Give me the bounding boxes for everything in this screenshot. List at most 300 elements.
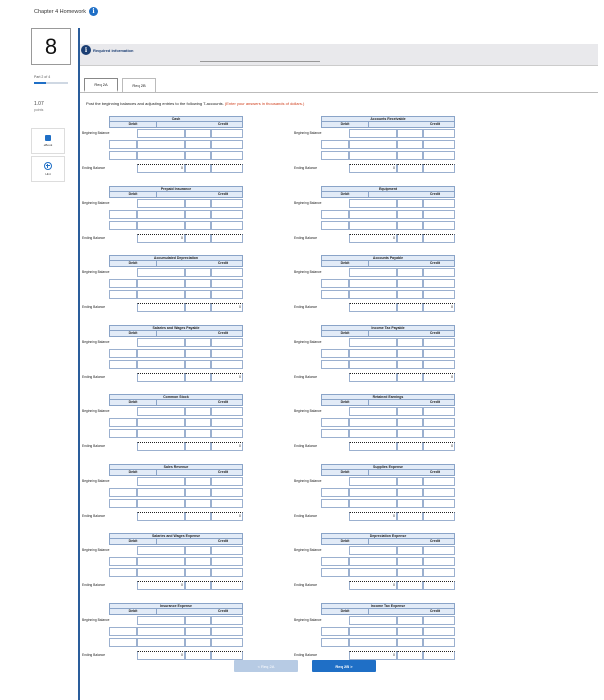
account-input[interactable]: [109, 627, 137, 636]
account-input[interactable]: [397, 151, 423, 160]
amount-input: 0: [211, 303, 243, 312]
account-input[interactable]: [185, 140, 211, 149]
account-input: [185, 234, 211, 243]
account-input[interactable]: [321, 290, 349, 299]
amount-input: 0: [211, 442, 243, 451]
question-number: 8: [31, 28, 71, 65]
account-input[interactable]: [185, 429, 211, 438]
amount-input: [349, 303, 397, 312]
amount-input[interactable]: [211, 407, 243, 416]
account-input[interactable]: [397, 568, 423, 577]
amount-input[interactable]: [211, 546, 243, 555]
account-input[interactable]: [109, 151, 137, 160]
debit-header: Debit: [321, 192, 369, 198]
account-title: Cash: [109, 116, 243, 122]
amount-input[interactable]: [137, 557, 185, 566]
ending-balance-label: Ending Balance: [294, 235, 318, 240]
account-input[interactable]: [109, 499, 137, 508]
account-input[interactable]: [185, 268, 211, 277]
amount-input[interactable]: [211, 360, 243, 369]
account-input[interactable]: [185, 221, 211, 230]
amount-input[interactable]: [423, 129, 455, 138]
amount-input: [211, 651, 243, 660]
amount-input: [423, 234, 455, 243]
account-input[interactable]: [185, 360, 211, 369]
account-input[interactable]: [109, 488, 137, 497]
amount-input[interactable]: [211, 279, 243, 288]
debit-header: Debit: [109, 261, 157, 267]
account-input: [397, 234, 423, 243]
account-input[interactable]: [397, 279, 423, 288]
amount-input: [423, 651, 455, 660]
credit-header: Credit: [369, 261, 455, 267]
amount-input[interactable]: [211, 568, 243, 577]
hint-button[interactable]: [31, 156, 65, 182]
account-input[interactable]: [109, 279, 137, 288]
amount-input[interactable]: [137, 568, 185, 577]
amount-input[interactable]: [423, 557, 455, 566]
account-input[interactable]: [109, 210, 137, 219]
amount-input[interactable]: [349, 627, 397, 636]
amount-input[interactable]: [211, 268, 243, 277]
amount-input[interactable]: [211, 499, 243, 508]
amount-input[interactable]: [423, 140, 455, 149]
account-title: Accounts Payable: [321, 255, 455, 261]
account-input[interactable]: [397, 627, 423, 636]
amount-input[interactable]: [423, 221, 455, 230]
debit-header: Debit: [109, 331, 157, 337]
amount-input[interactable]: [423, 418, 455, 427]
account-input[interactable]: [321, 151, 349, 160]
account-input[interactable]: [185, 557, 211, 566]
amount-input[interactable]: [423, 546, 455, 555]
account-input[interactable]: [109, 429, 137, 438]
amount-input[interactable]: [211, 429, 243, 438]
amount-input[interactable]: [349, 279, 397, 288]
t-account: [81, 533, 243, 599]
amount-input: 0: [349, 164, 397, 173]
amount-input[interactable]: [211, 140, 243, 149]
required-info-icon: i: [81, 45, 91, 55]
account-input[interactable]: [397, 477, 423, 486]
amount-input[interactable]: [423, 268, 455, 277]
credit-header: Credit: [157, 122, 243, 128]
ebook-button[interactable]: [31, 128, 65, 154]
amount-input[interactable]: [349, 499, 397, 508]
ending-balance-label: Ending Balance: [82, 652, 106, 657]
account-input[interactable]: [185, 279, 211, 288]
account-input[interactable]: [397, 360, 423, 369]
instructions: [86, 101, 304, 106]
beginning-balance-label: Beginning Balance: [294, 409, 322, 413]
amount-input[interactable]: [349, 349, 397, 358]
account-input: [397, 581, 423, 590]
amount-input[interactable]: [349, 268, 397, 277]
debit-header: Debit: [321, 400, 369, 406]
beginning-balance-label: Beginning Balance: [294, 617, 322, 622]
amount-input[interactable]: [137, 638, 185, 647]
amount-input[interactable]: [349, 151, 397, 160]
debit-header: Debit: [321, 470, 369, 476]
debit-header: Debit: [109, 539, 157, 545]
t-account: [81, 464, 243, 530]
amount-input: [211, 234, 243, 243]
hint-label: Hint: [45, 172, 51, 176]
debit-header: Debit: [321, 261, 369, 267]
account-input[interactable]: [397, 429, 423, 438]
amount-input[interactable]: [423, 488, 455, 497]
next-req-button[interactable]: Req 2B >: [312, 660, 376, 672]
amount-input[interactable]: [137, 429, 185, 438]
credit-header: Credit: [369, 609, 455, 615]
points-value: 1.07: [34, 101, 44, 107]
account-input[interactable]: [185, 210, 211, 219]
credit-header: Credit: [157, 470, 243, 476]
amount-input[interactable]: [423, 360, 455, 369]
account-input: [185, 442, 211, 451]
account-input[interactable]: [109, 349, 137, 358]
credit-header: Credit: [157, 331, 243, 337]
amount-input[interactable]: [423, 477, 455, 486]
amount-input[interactable]: [137, 268, 185, 277]
account-input[interactable]: [397, 638, 423, 647]
amount-input[interactable]: [423, 279, 455, 288]
amount-input: 0: [349, 581, 397, 590]
amount-input[interactable]: [423, 407, 455, 416]
amount-input[interactable]: [349, 557, 397, 566]
account-input[interactable]: [321, 429, 349, 438]
amount-input[interactable]: [349, 360, 397, 369]
tab-req-2a[interactable]: Req 2A: [84, 78, 118, 92]
amount-input[interactable]: [211, 221, 243, 230]
amount-input: 0: [423, 373, 455, 382]
account-input[interactable]: [397, 268, 423, 277]
account-input[interactable]: [397, 199, 423, 208]
ending-balance-label: Ending Balance: [294, 583, 318, 587]
amount-input[interactable]: [137, 279, 185, 288]
amount-input[interactable]: [137, 546, 185, 555]
account-input[interactable]: [109, 221, 137, 230]
amount-input: [137, 373, 185, 382]
hint-icon: [44, 162, 52, 170]
ending-balance-label: Ending Balance: [82, 374, 106, 379]
amount-input[interactable]: [137, 418, 185, 427]
account-title: Salaries and Wages Payable: [109, 325, 243, 331]
amount-input[interactable]: [137, 129, 185, 138]
ending-balance-label: Ending Balance: [82, 235, 106, 240]
account-input[interactable]: [109, 360, 137, 369]
book-icon: [45, 135, 51, 141]
amount-input[interactable]: [423, 638, 455, 647]
account-input: [185, 303, 211, 312]
amount-input[interactable]: [137, 140, 185, 149]
amount-input[interactable]: [423, 568, 455, 577]
credit-header: Credit: [369, 539, 455, 545]
amount-input: 0: [137, 651, 185, 660]
amount-input[interactable]: [211, 418, 243, 427]
instruction-note: (Enter your answers in thousands of dollars.): [224, 101, 305, 106]
account-input: [397, 303, 423, 312]
amount-input: 0: [137, 164, 185, 173]
amount-input: [137, 442, 185, 451]
account-input[interactable]: [185, 638, 211, 647]
amount-input[interactable]: [211, 199, 243, 208]
account-input[interactable]: [185, 616, 211, 625]
amount-input[interactable]: [349, 210, 397, 219]
assignment-title: [34, 7, 98, 16]
ending-balance-label: Ending Balance: [82, 444, 106, 448]
beginning-balance-label: Beginning Balance: [294, 548, 322, 552]
amount-input[interactable]: [211, 349, 243, 358]
credit-header: Credit: [369, 400, 455, 406]
debit-header: Debit: [109, 122, 157, 128]
amount-input[interactable]: [423, 210, 455, 219]
account-input[interactable]: [321, 221, 349, 230]
t-account: [293, 255, 455, 321]
account-title: Common Stock: [109, 394, 243, 400]
amount-input[interactable]: [211, 557, 243, 566]
beginning-balance-label: Beginning Balance: [294, 339, 322, 344]
account-title: Income Tax Payable: [321, 325, 455, 331]
amount-input[interactable]: [423, 349, 455, 358]
account-input[interactable]: [109, 418, 137, 427]
account-input[interactable]: [397, 418, 423, 427]
amount-input[interactable]: [349, 407, 397, 416]
tab-underline: [80, 92, 598, 93]
amount-input[interactable]: [211, 627, 243, 636]
amount-input[interactable]: [137, 616, 185, 625]
amount-input[interactable]: [137, 199, 185, 208]
account-title: Sales Revenue: [109, 464, 243, 470]
beginning-balance-label: Beginning Balance: [294, 270, 322, 274]
amount-input: 0: [423, 442, 455, 451]
amount-input[interactable]: [423, 627, 455, 636]
amount-input[interactable]: [423, 499, 455, 508]
t-account: [293, 116, 455, 182]
amount-input: 0: [349, 234, 397, 243]
amount-input[interactable]: [137, 290, 185, 299]
amount-input[interactable]: [349, 199, 397, 208]
amount-input[interactable]: [349, 429, 397, 438]
amount-input[interactable]: [349, 568, 397, 577]
debit-header: Debit: [321, 609, 369, 615]
account-input[interactable]: [397, 349, 423, 358]
amount-input: [211, 581, 243, 590]
account-input[interactable]: [397, 221, 423, 230]
required-info-rule: [200, 61, 320, 62]
account-input: [185, 512, 211, 521]
amount-input: 0: [349, 512, 397, 521]
ending-balance-label: Ending Balance: [294, 166, 318, 170]
part-progress-bar: [34, 82, 68, 84]
amount-input[interactable]: [137, 499, 185, 508]
info-icon[interactable]: i: [89, 7, 98, 16]
amount-input[interactable]: [211, 488, 243, 497]
account-input[interactable]: [321, 488, 349, 497]
account-input[interactable]: [185, 129, 211, 138]
account-input[interactable]: [397, 557, 423, 566]
required-info-bar: [80, 44, 598, 66]
amount-input[interactable]: [349, 140, 397, 149]
account-input[interactable]: [185, 546, 211, 555]
amount-input[interactable]: [349, 129, 397, 138]
t-account: [293, 464, 455, 530]
t-account: [293, 325, 455, 391]
account-input[interactable]: [185, 568, 211, 577]
amount-input[interactable]: [137, 221, 185, 230]
required-info-label[interactable]: Required information: [93, 48, 134, 53]
amount-input: 0: [349, 651, 397, 660]
amount-input[interactable]: [349, 638, 397, 647]
ending-balance-label: Ending Balance: [294, 305, 318, 309]
account-input[interactable]: [109, 557, 137, 566]
t-account: [293, 394, 455, 460]
account-input[interactable]: [397, 129, 423, 138]
amount-input[interactable]: [349, 338, 397, 347]
amount-input[interactable]: [137, 151, 185, 160]
ebook-label: eBook: [43, 143, 53, 147]
amount-input[interactable]: [137, 338, 185, 347]
account-input: [397, 373, 423, 382]
amount-input[interactable]: [137, 627, 185, 636]
content-divider: [78, 28, 80, 700]
amount-input[interactable]: [349, 221, 397, 230]
amount-input[interactable]: [349, 616, 397, 625]
credit-header: Credit: [157, 192, 243, 198]
account-input[interactable]: [321, 499, 349, 508]
account-input[interactable]: [321, 568, 349, 577]
credit-header: Credit: [157, 609, 243, 615]
amount-input[interactable]: [423, 290, 455, 299]
account-input[interactable]: [321, 418, 349, 427]
amount-input[interactable]: [349, 477, 397, 486]
beginning-balance-label: Beginning Balance: [82, 200, 110, 205]
account-input[interactable]: [321, 210, 349, 219]
account-input[interactable]: [109, 140, 137, 149]
account-input[interactable]: [321, 140, 349, 149]
amount-input[interactable]: [211, 477, 243, 486]
amount-input[interactable]: [211, 210, 243, 219]
account-input[interactable]: [397, 488, 423, 497]
account-input[interactable]: [185, 290, 211, 299]
account-input[interactable]: [321, 638, 349, 647]
amount-input: [423, 512, 455, 521]
amount-input[interactable]: [137, 360, 185, 369]
amount-input[interactable]: [211, 616, 243, 625]
amount-input[interactable]: [423, 429, 455, 438]
tab-req-2b[interactable]: Req 2B: [122, 78, 156, 92]
amount-input[interactable]: [137, 407, 185, 416]
amount-input[interactable]: [137, 488, 185, 497]
t-account: [293, 186, 455, 252]
account-input[interactable]: [397, 616, 423, 625]
beginning-balance-label: Beginning Balance: [294, 478, 322, 483]
account-title: Depreciation Expense: [321, 533, 455, 539]
part-indicator: Part 2 of 4: [34, 75, 51, 79]
account-input[interactable]: [109, 290, 137, 299]
amount-input[interactable]: [349, 290, 397, 299]
account-input[interactable]: [185, 407, 211, 416]
amount-input[interactable]: [423, 199, 455, 208]
account-input[interactable]: [321, 627, 349, 636]
account-input[interactable]: [185, 199, 211, 208]
amount-input[interactable]: [349, 546, 397, 555]
account-input[interactable]: [185, 477, 211, 486]
account-input[interactable]: [321, 557, 349, 566]
account-input[interactable]: [185, 151, 211, 160]
credit-header: Credit: [369, 192, 455, 198]
account-input[interactable]: [321, 360, 349, 369]
amount-input: 0: [211, 512, 243, 521]
amount-input[interactable]: [423, 151, 455, 160]
beginning-balance-label: Beginning Balance: [82, 131, 110, 135]
points-label: points: [34, 108, 44, 112]
account-input: [185, 651, 211, 660]
t-account: [81, 186, 243, 252]
account-input[interactable]: [185, 499, 211, 508]
debit-header: Debit: [321, 331, 369, 337]
amount-input[interactable]: [211, 638, 243, 647]
account-input[interactable]: [397, 546, 423, 555]
account-input[interactable]: [321, 349, 349, 358]
account-input[interactable]: [185, 627, 211, 636]
beginning-balance-label: Beginning Balance: [294, 200, 322, 205]
account-input[interactable]: [397, 290, 423, 299]
credit-header: Credit: [157, 261, 243, 267]
amount-input[interactable]: [423, 616, 455, 625]
amount-input[interactable]: [137, 210, 185, 219]
t-account: [81, 603, 243, 669]
ending-balance-label: Ending Balance: [294, 652, 318, 657]
amount-input: [349, 442, 397, 451]
account-input[interactable]: [185, 349, 211, 358]
account-input[interactable]: [397, 210, 423, 219]
amount-input[interactable]: [211, 290, 243, 299]
amount-input: 0: [137, 234, 185, 243]
beginning-balance-label: Beginning Balance: [82, 548, 110, 552]
account-input[interactable]: [109, 638, 137, 647]
account-title: Salaries and Wages Expense: [109, 533, 243, 539]
amount-input[interactable]: [349, 418, 397, 427]
t-account: [81, 325, 243, 391]
debit-header: Debit: [109, 192, 157, 198]
amount-input[interactable]: [137, 477, 185, 486]
ending-balance-label: Ending Balance: [82, 583, 106, 587]
account-input[interactable]: [185, 338, 211, 347]
amount-input[interactable]: [211, 151, 243, 160]
amount-input[interactable]: [211, 129, 243, 138]
amount-input[interactable]: [349, 488, 397, 497]
account-input[interactable]: [397, 407, 423, 416]
account-input[interactable]: [185, 418, 211, 427]
account-input[interactable]: [397, 140, 423, 149]
account-input[interactable]: [397, 499, 423, 508]
prev-req-button[interactable]: < Req 2A: [234, 660, 298, 672]
account-input: [185, 373, 211, 382]
account-input: [397, 442, 423, 451]
amount-input[interactable]: [137, 349, 185, 358]
amount-input: [211, 164, 243, 173]
amount-input[interactable]: [423, 338, 455, 347]
beginning-balance-label: Beginning Balance: [82, 617, 110, 622]
account-input[interactable]: [185, 488, 211, 497]
account-input[interactable]: [397, 338, 423, 347]
account-input[interactable]: [109, 568, 137, 577]
amount-input: [137, 303, 185, 312]
beginning-balance-label: Beginning Balance: [82, 339, 110, 344]
amount-input[interactable]: [211, 338, 243, 347]
account-input[interactable]: [321, 279, 349, 288]
